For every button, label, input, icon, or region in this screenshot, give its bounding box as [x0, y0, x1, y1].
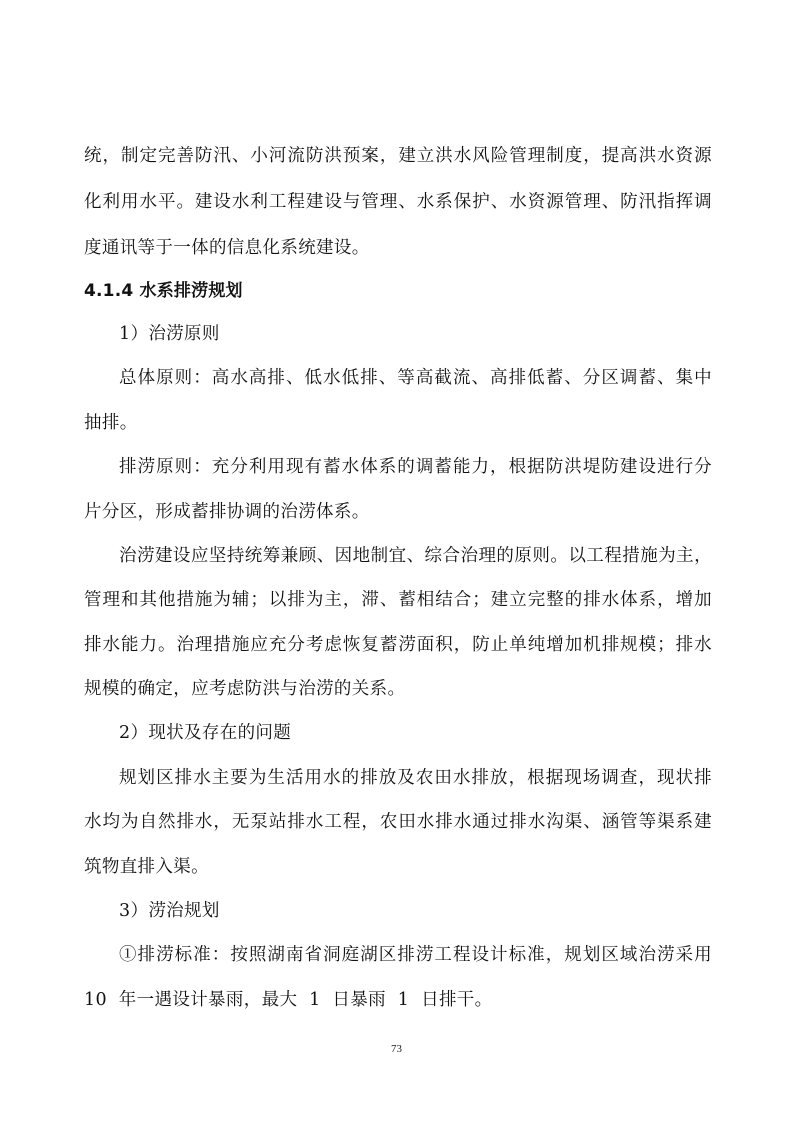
- subsection-title: 2）现状及存在的问题: [119, 723, 292, 743]
- paragraph-line: 规模的确定，应考虑防洪与治涝的关系。: [84, 679, 406, 699]
- paragraph-line: 治涝建设应坚持统筹兼顾、因地制宜、综合治理的原则。以工程措施为主，: [119, 546, 712, 566]
- paragraph-line: 化利用水平。建设水利工程建设与管理、水系保护、水资源管理、防汛指挥调: [84, 192, 712, 212]
- paragraph-line: 统，制定完善防汛、小河流防洪预案，建立洪水风险管理制度，提高洪水资源: [84, 146, 712, 166]
- paragraph-line: 10 年一遇设计暴雨，最大 1 日暴雨 1 日排干。: [84, 990, 493, 1010]
- subsection-title: 3）涝治规划: [119, 901, 220, 921]
- paragraph-line: 片分区，形成蓄排协调的治涝体系。: [84, 502, 370, 522]
- page-number: 73: [391, 1043, 402, 1055]
- paragraph-line: 排涝原则：充分利用现有蓄水体系的调蓄能力，根据防洪堤防建设进行分: [119, 457, 712, 477]
- paragraph-line: 规划区排水主要为生活用水的排放及农田水排放，根据现场调查，现状排: [119, 768, 712, 788]
- subsection-title: 1）治涝原则: [119, 324, 220, 344]
- paragraph-line: 总体原则：高水高排、低水低排、等高截流、高排低蓄、分区调蓄、集中: [119, 368, 712, 388]
- paragraph-line: ①排涝标准：按照湖南省洞庭湖区排涝工程设计标准，规划区域治涝采用: [119, 945, 712, 965]
- paragraph-line: 筑物直排入渠。: [84, 857, 209, 877]
- paragraph-line: 排水能力。治理措施应充分考虑恢复蓄涝面积，防止单纯增加机排规模；排水: [84, 635, 712, 655]
- section-heading: 4.1.4 水系排涝规划: [84, 281, 243, 301]
- paragraph-line: 管理和其他措施为辅；以排为主，滞、蓄相结合；建立完整的排水体系，增加: [84, 590, 712, 610]
- paragraph-line: 抽排。: [84, 413, 138, 433]
- paragraph-line: 度通讯等于一体的信息化系统建设。: [84, 238, 370, 258]
- paragraph-line: 水均为自然排水，无泵站排水工程，农田水排水通过排水沟渠、涵管等渠系建: [84, 812, 712, 832]
